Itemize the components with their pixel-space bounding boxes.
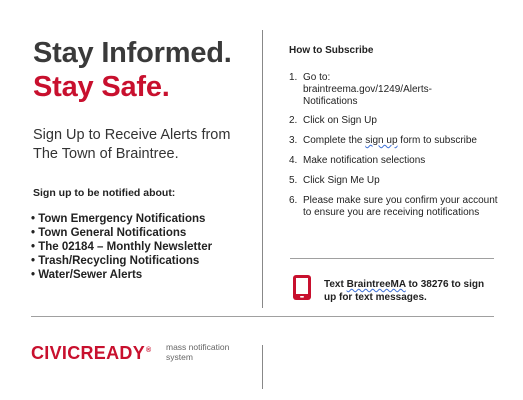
step-number: 1. bbox=[289, 72, 298, 83]
text-signup-message bbox=[324, 278, 494, 304]
step-text: Click Sign Me Up bbox=[303, 175, 380, 186]
text-cta-post: to 38276 to sign up for text messages. bbox=[324, 279, 485, 303]
civicready-logo bbox=[31, 343, 151, 364]
logo-tagline-line-2: system bbox=[166, 351, 193, 362]
step-text: Please make sure you confirm your account to ensure you are receiving notifications bbox=[303, 195, 498, 218]
sign-up-link[interactable]: sign up bbox=[365, 135, 398, 146]
headline bbox=[33, 36, 261, 104]
logo-tagline bbox=[166, 343, 246, 362]
subheading: Sign Up to Receive Alerts from The Town of Braintree. bbox=[33, 127, 231, 162]
alerts-url-link-continued[interactable]: Notifications bbox=[303, 96, 358, 107]
notify-list-title: Sign up to be notified about: bbox=[33, 187, 176, 199]
registered-mark: ® bbox=[146, 347, 152, 354]
logo-tagline-line-1: mass notification bbox=[166, 342, 230, 352]
notify-list bbox=[31, 212, 212, 282]
vertical-divider-top bbox=[262, 30, 263, 308]
headline-line-1: Stay Informed. bbox=[33, 37, 232, 69]
alerts-url-link[interactable]: braintreema.gov/1249/Alerts- bbox=[303, 84, 432, 95]
step-text: Click on Sign Up bbox=[303, 115, 377, 126]
step-2 bbox=[289, 115, 499, 127]
step-text-pre: Complete the bbox=[303, 135, 366, 146]
step-number: 3. bbox=[289, 135, 298, 146]
list-item: • The 02184 – Monthly Newsletter bbox=[31, 240, 212, 254]
step-5 bbox=[289, 175, 499, 187]
headline-line-2: Stay Safe. bbox=[33, 71, 170, 103]
step-text: Make notification selections bbox=[303, 155, 426, 166]
phone-icon bbox=[292, 274, 312, 301]
step-6 bbox=[289, 195, 499, 219]
list-item: • Trash/Recycling Notifications bbox=[31, 254, 212, 268]
step-3 bbox=[289, 135, 499, 147]
step-1 bbox=[289, 72, 499, 108]
text-cta-pre: Text bbox=[324, 279, 347, 290]
step-text: Go to: bbox=[303, 72, 331, 83]
section-divider bbox=[290, 258, 494, 259]
list-item: • Town Emergency Notifications bbox=[31, 212, 212, 226]
logo-wordmark: CIVICREADY bbox=[31, 343, 146, 363]
step-number: 6. bbox=[289, 195, 298, 206]
step-number: 2. bbox=[289, 115, 298, 126]
how-to-subscribe-title: How to Subscribe bbox=[289, 45, 374, 56]
list-item: • Town General Notifications bbox=[31, 226, 212, 240]
subscribe-steps bbox=[289, 72, 499, 219]
list-item: • Water/Sewer Alerts bbox=[31, 268, 212, 282]
step-4 bbox=[289, 155, 499, 167]
horizontal-divider bbox=[31, 316, 494, 317]
step-text-post: form to subscribe bbox=[397, 135, 477, 146]
step-number: 5. bbox=[289, 175, 298, 186]
vertical-divider-bottom bbox=[262, 345, 263, 389]
step-number: 4. bbox=[289, 155, 298, 166]
text-keyword: BraintreeMA bbox=[346, 279, 406, 290]
